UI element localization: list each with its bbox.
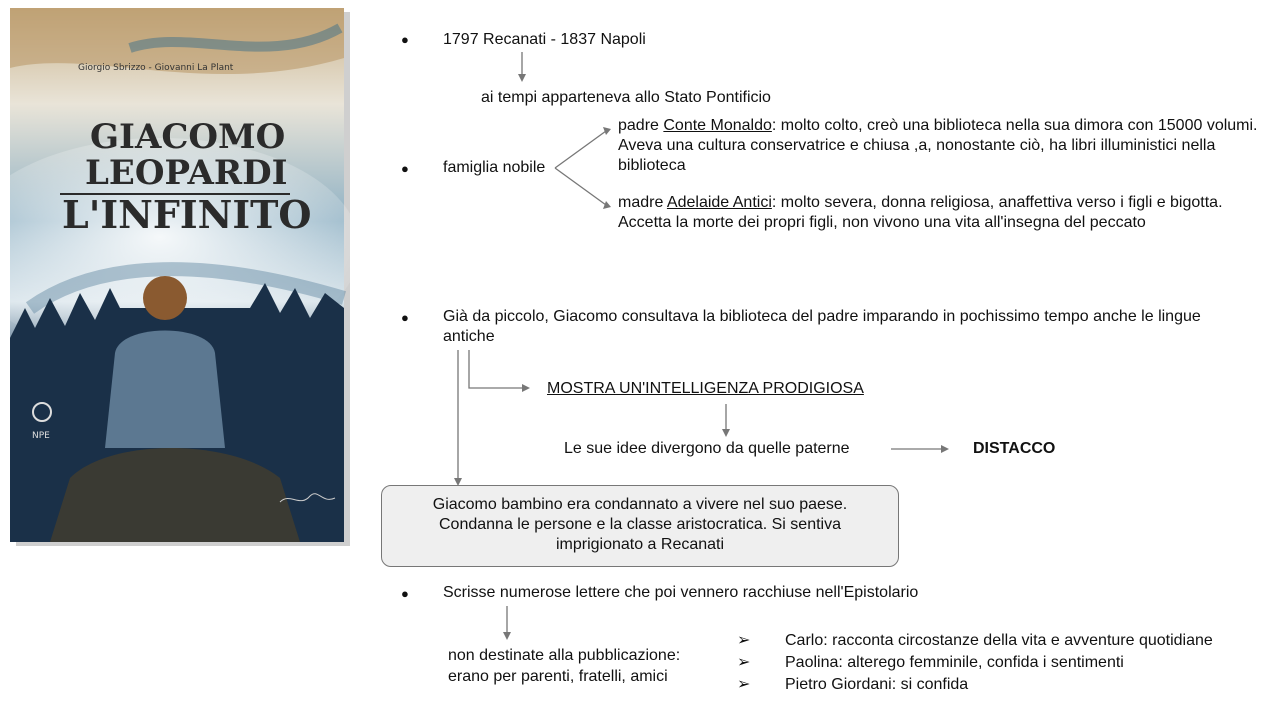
recipient-item: Paolina: alterego femminile, confida i sentimenti [785, 654, 1124, 671]
papal-state-note: ai tempi apparteneva allo Stato Pontificio [481, 89, 771, 106]
arrow-bullet-icon: ➢ [737, 676, 751, 693]
childhood-callout-box: Giacomo bambino era condannato a vivere nel suo paese. Condanna le persone e la classe aristocratica. Si sentiva imprigionato a Recanati [381, 485, 899, 567]
arrow-bullet-icon: ➢ [737, 632, 751, 649]
intelligence-heading: MOSTRA UN'INTELLIGENZA PRODIGIOSA [547, 380, 864, 397]
publisher-name: NPE [32, 431, 50, 441]
mother-description: madre Adelaide Antici: molto severa, donna religiosa, anaffettiva verso i figli e bigotta. Accetta la morte dei propri figli, non vivono una vita all'insegna del peccato [618, 194, 1223, 231]
letters-note-line1: non destinate alla pubblicazione: [448, 647, 681, 664]
father-name: Conte Monaldo [663, 117, 772, 134]
cover-authors: Giorgio Sbrizzo - Giovanni La Plant [78, 63, 234, 73]
bullet-marker: ● [401, 32, 409, 47]
detachment-label: DISTACCO [973, 440, 1056, 457]
recipient-item: Carlo: racconta circostanze della vita e avventure quotidiane [785, 632, 1213, 649]
recipient-item: Pietro Giordani: si confida [785, 676, 969, 693]
cover-title-line3: L'INFINITO [62, 192, 312, 237]
cover-title-line1: GIACOMO [90, 117, 286, 157]
bullet-marker: ● [401, 161, 409, 176]
epistolario-text: Scrisse numerose lettere che poi vennero racchiuse nell'Epistolario [443, 584, 919, 601]
cover-title-line2: LEOPARDI [85, 153, 288, 193]
letters-note-line2: erano per parenti, fratelli, amici [448, 668, 668, 685]
bullet-marker: ● [401, 586, 409, 601]
birth-death-text: 1797 Recanati - 1837 Napoli [443, 31, 646, 48]
divergent-ideas-text: Le sue idee divergono da quelle paterne [564, 440, 850, 457]
noble-family-text: famiglia nobile [443, 159, 546, 176]
childhood-library-text: Già da piccolo, Giacomo consultava la biblioteca del padre imparando in pochissimo tempo anche le lingue antiche [443, 308, 1201, 345]
father-description: padre Conte Monaldo: molto colto, creò una biblioteca nella sua dimora con 15000 volumi. Aveva una cultura conservatrice e chiusa ,a, nonostante ciò, ha libri illuministici nella biblioteca [618, 117, 1258, 174]
bullet-marker: ● [401, 310, 409, 325]
arrow-bullet-icon: ➢ [737, 654, 751, 671]
mother-name: Adelaide Antici [666, 194, 772, 211]
